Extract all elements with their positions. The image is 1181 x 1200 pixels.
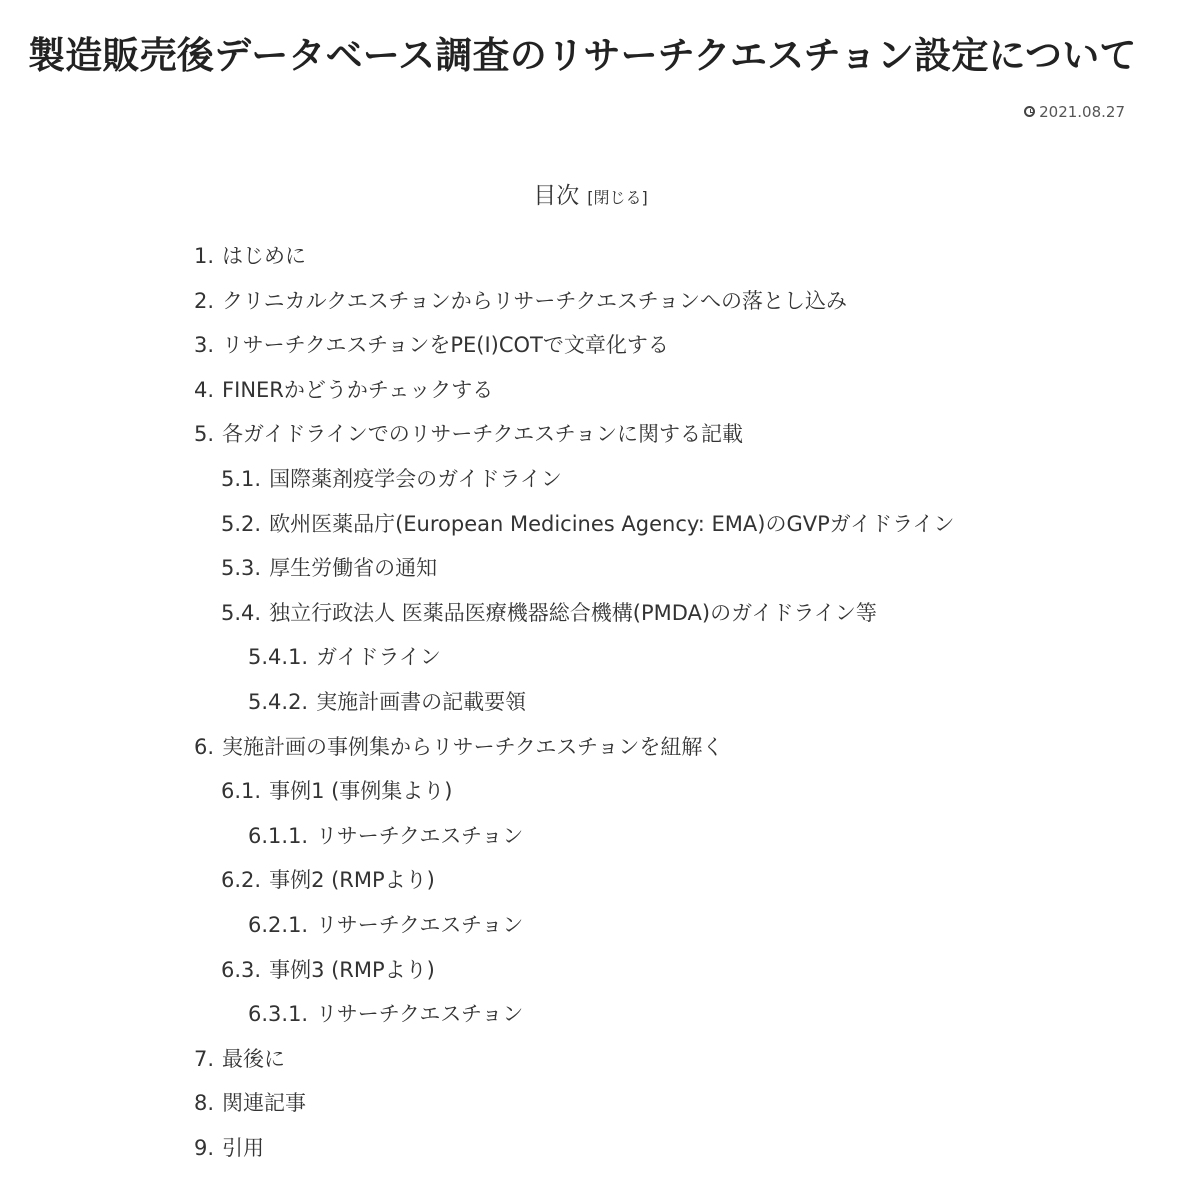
toc-item[interactable] [0,769,1181,814]
article-title: 製造販売後データベース調査のリサーチクエスチョン設定について [28,34,1137,77]
toc-item[interactable] [0,635,1181,680]
toc-item-label: リサーチクエスチョン [316,823,524,848]
toc-item-number: 5.4. [221,600,262,625]
toc-item[interactable] [0,412,1181,457]
toc-item-number: 6. [194,734,215,759]
toc-item-number: 8. [194,1091,215,1116]
toc-item-number: 2. [194,288,215,313]
toc-item-number: 3. [194,333,215,358]
toc-item-label: 国際薬剤疫学会のガイドライン [269,466,562,491]
toc-item-label: 引用 [222,1135,265,1160]
toc-item-number: 6.3. [221,957,262,982]
toc-item[interactable] [0,1037,1181,1082]
toc-item[interactable] [0,279,1181,324]
toc-item[interactable] [0,680,1181,725]
toc-item[interactable] [0,903,1181,948]
toc-item[interactable] [0,1126,1181,1171]
toc-item-number: 6.2.1. [248,912,309,937]
toc-item[interactable] [0,591,1181,636]
toc-item-number: 5.1. [221,466,262,491]
toc-item-label: 関連記事 [222,1091,307,1116]
toc-item-label: クリニカルクエスチョンからリサーチクエスチョンへの落とし込み [222,288,848,313]
toc-item-number: 6.2. [221,868,262,893]
table-of-contents [0,172,1181,1170]
toc-item-label: リサーチクエスチョン [316,1002,524,1027]
toc-item-number: 5.4.1. [248,645,309,670]
toc-item[interactable] [0,992,1181,1037]
toc-item[interactable] [0,502,1181,547]
toc-item-label: FINERかどうかチェックする [222,377,494,402]
toc-item[interactable] [0,368,1181,413]
toc-item[interactable] [0,546,1181,591]
toc-item[interactable] [0,858,1181,903]
toc-item-number: 4. [194,377,215,402]
toc-item-number: 5.3. [221,556,262,581]
toc-item-number: 5.4.2. [248,689,309,714]
toc-item-number: 5.2. [221,511,262,536]
toc-item[interactable] [0,814,1181,859]
toc-item-number: 7. [194,1046,215,1071]
toc-item-label: はじめに [222,244,307,268]
toc-item[interactable] [0,948,1181,993]
toc-item-number: 5. [194,422,215,447]
toc-item-label: 独立行政法人 医薬品医療機器総合機構(PMDA)のガイドライン等 [269,600,877,625]
toc-item-label: 事例1 (事例集より) [269,779,453,804]
toc-item-label: 実施計画書の記載要領 [316,689,527,714]
toc-item-number: 9. [194,1135,215,1160]
toc-item-label: 事例3 (RMPより) [269,957,435,982]
toc-item-label: 実施計画の事例集からリサーチクエスチョンを紐解く [222,734,724,759]
post-date [1024,100,1125,124]
toc-item-label: リサーチクエスチョンをPE(I)COTで文章化する [222,333,669,358]
toc-item-label: 事例2 (RMPより) [269,868,435,893]
toc-item-label: 各ガイドラインでのリサーチクエスチョンに関する記載 [222,422,744,447]
toc-item[interactable] [0,234,1181,279]
toc-header [0,172,1181,220]
toc-item-label: ガイドライン [316,645,441,670]
toc-item-number: 6.3.1. [248,1002,309,1027]
toc-item-number: 6.1. [221,779,262,804]
post-date-text: 2021.08.27 [1039,103,1125,121]
toc-item[interactable] [0,725,1181,770]
toc-item-number: 1. [194,244,215,268]
toc-list [0,234,1181,1170]
toc-item-number: 6.1.1. [248,823,309,848]
toc-title: 目次 [533,183,580,209]
toc-toggle-link[interactable]: [閉じる] [587,188,648,207]
toc-item-label: 厚生労働省の通知 [269,556,438,581]
toc-item-label: 欧州医薬品庁(European Medicines Agency: EMA)のGVPガイドライン [269,511,955,536]
clock-icon [1024,106,1035,117]
toc-item[interactable] [0,1081,1181,1126]
toc-item[interactable] [0,323,1181,368]
toc-item[interactable] [0,457,1181,502]
toc-item-label: リサーチクエスチョン [316,912,524,937]
toc-item-label: 最後に [222,1046,286,1071]
